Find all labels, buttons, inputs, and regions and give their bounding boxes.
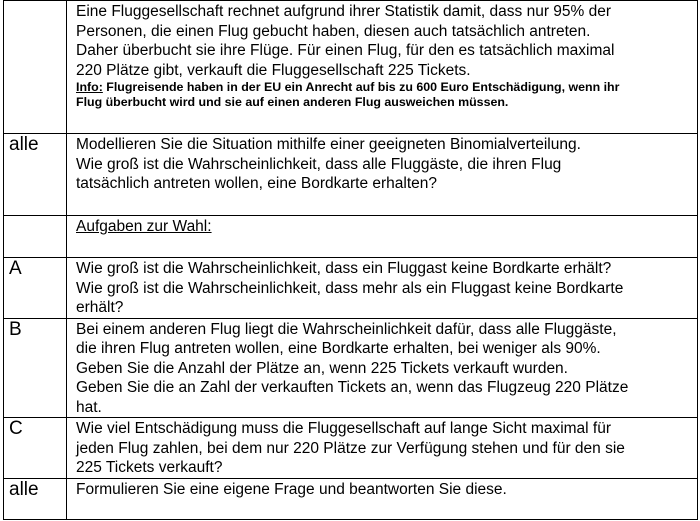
- task-label: C: [4, 418, 67, 479]
- task-label: alle: [4, 134, 67, 216]
- task-text: [67, 134, 698, 216]
- task-line: tatsächlich antreten wollen, eine Bordkarte erhalten?: [76, 175, 438, 192]
- info-note-line: Flug überbucht wird und sie auf einen anderen Flug ausweichen müssen.: [76, 95, 509, 109]
- intro-line: Daher überbucht sie ihre Flüge. Für einen Flug, für den es tatsächlich maximal: [76, 42, 615, 59]
- task-row-b: [4, 318, 698, 418]
- intro-text: [67, 1, 698, 134]
- task-line: Formulieren Sie eine eigene Frage und beantworten Sie diese.: [76, 480, 507, 498]
- task-line: Bei einem anderen Flug liegt die Wahrscheinlichkeit dafür, dass alle Fluggäste,: [76, 320, 617, 338]
- task-label: A: [4, 258, 67, 319]
- intro-row-label: [4, 1, 67, 134]
- intro-row: [4, 1, 698, 134]
- task-line: hat.: [76, 398, 102, 416]
- intro-line: Eine Fluggesellschaft rechnet aufgrund ihrer Statistik damit, dass nur 95% der: [76, 3, 612, 20]
- task-line: Geben Sie die Anzahl der Plätze an, wenn 225 Tickets verkauft wurden.: [76, 359, 568, 377]
- task-line: 225 Tickets verkauft?: [76, 459, 223, 476]
- task-row-a: [4, 258, 698, 319]
- task-line: Wie groß ist die Wahrscheinlichkeit, dass ein Fluggast keine Bordkarte erhält?: [76, 260, 612, 277]
- task-text: [67, 418, 698, 479]
- task-row-c: [4, 418, 698, 479]
- task-table: [3, 0, 698, 520]
- task-line: jeden Flug zahlen, bei dem nur 220 Plätze zur Verfügung stehen und für den sie: [76, 439, 625, 457]
- task-line: Wie groß ist die Wahrscheinlichkeit, dass alle Fluggäste, die ihren Flug: [76, 155, 562, 173]
- intro-line: 220 Plätze gibt, verkauft die Fluggesellschaft 225 Tickets.: [76, 61, 471, 79]
- choice-heading-label: [4, 216, 67, 258]
- task-text: [67, 478, 698, 519]
- task-row-alle-final: [4, 478, 698, 519]
- task-line: Modellieren Sie die Situation mithilfe einer geeigneten Binomialverteilung.: [76, 136, 581, 153]
- info-label: Info:: [76, 80, 103, 94]
- task-text: [67, 318, 698, 418]
- task-row-alle: [4, 134, 698, 216]
- info-note: [76, 80, 693, 95]
- task-line: Wie groß ist die Wahrscheinlichkeit, dass mehr als ein Fluggast keine Bordkarte: [76, 279, 624, 297]
- task-label: alle: [4, 478, 67, 519]
- choice-heading: Aufgaben zur Wahl:: [76, 218, 212, 235]
- task-line: Wie viel Entschädigung muss die Fluggesellschaft auf lange Sicht maximal für: [76, 420, 612, 437]
- task-text: [67, 258, 698, 319]
- task-line: die ihren Flug antreten wollen, eine Bordkarte erhalten, bei weniger als 90%.: [76, 340, 601, 357]
- task-line: erhält?: [76, 299, 124, 316]
- choice-heading-cell: [67, 216, 698, 258]
- task-label: B: [4, 318, 67, 418]
- task-line: Geben Sie die an Zahl der verkauften Tickets an, wenn das Flugzeug 220 Plätze: [76, 379, 629, 396]
- choice-heading-row: [4, 216, 698, 258]
- info-text: Flugreisende haben in der EU ein Anrecht auf bis zu 600 Euro Entschädigung, wenn ihr: [102, 80, 620, 94]
- intro-line: Personen, die einen Flug gebucht haben, diesen auch tatsächlich antreten.: [76, 22, 591, 40]
